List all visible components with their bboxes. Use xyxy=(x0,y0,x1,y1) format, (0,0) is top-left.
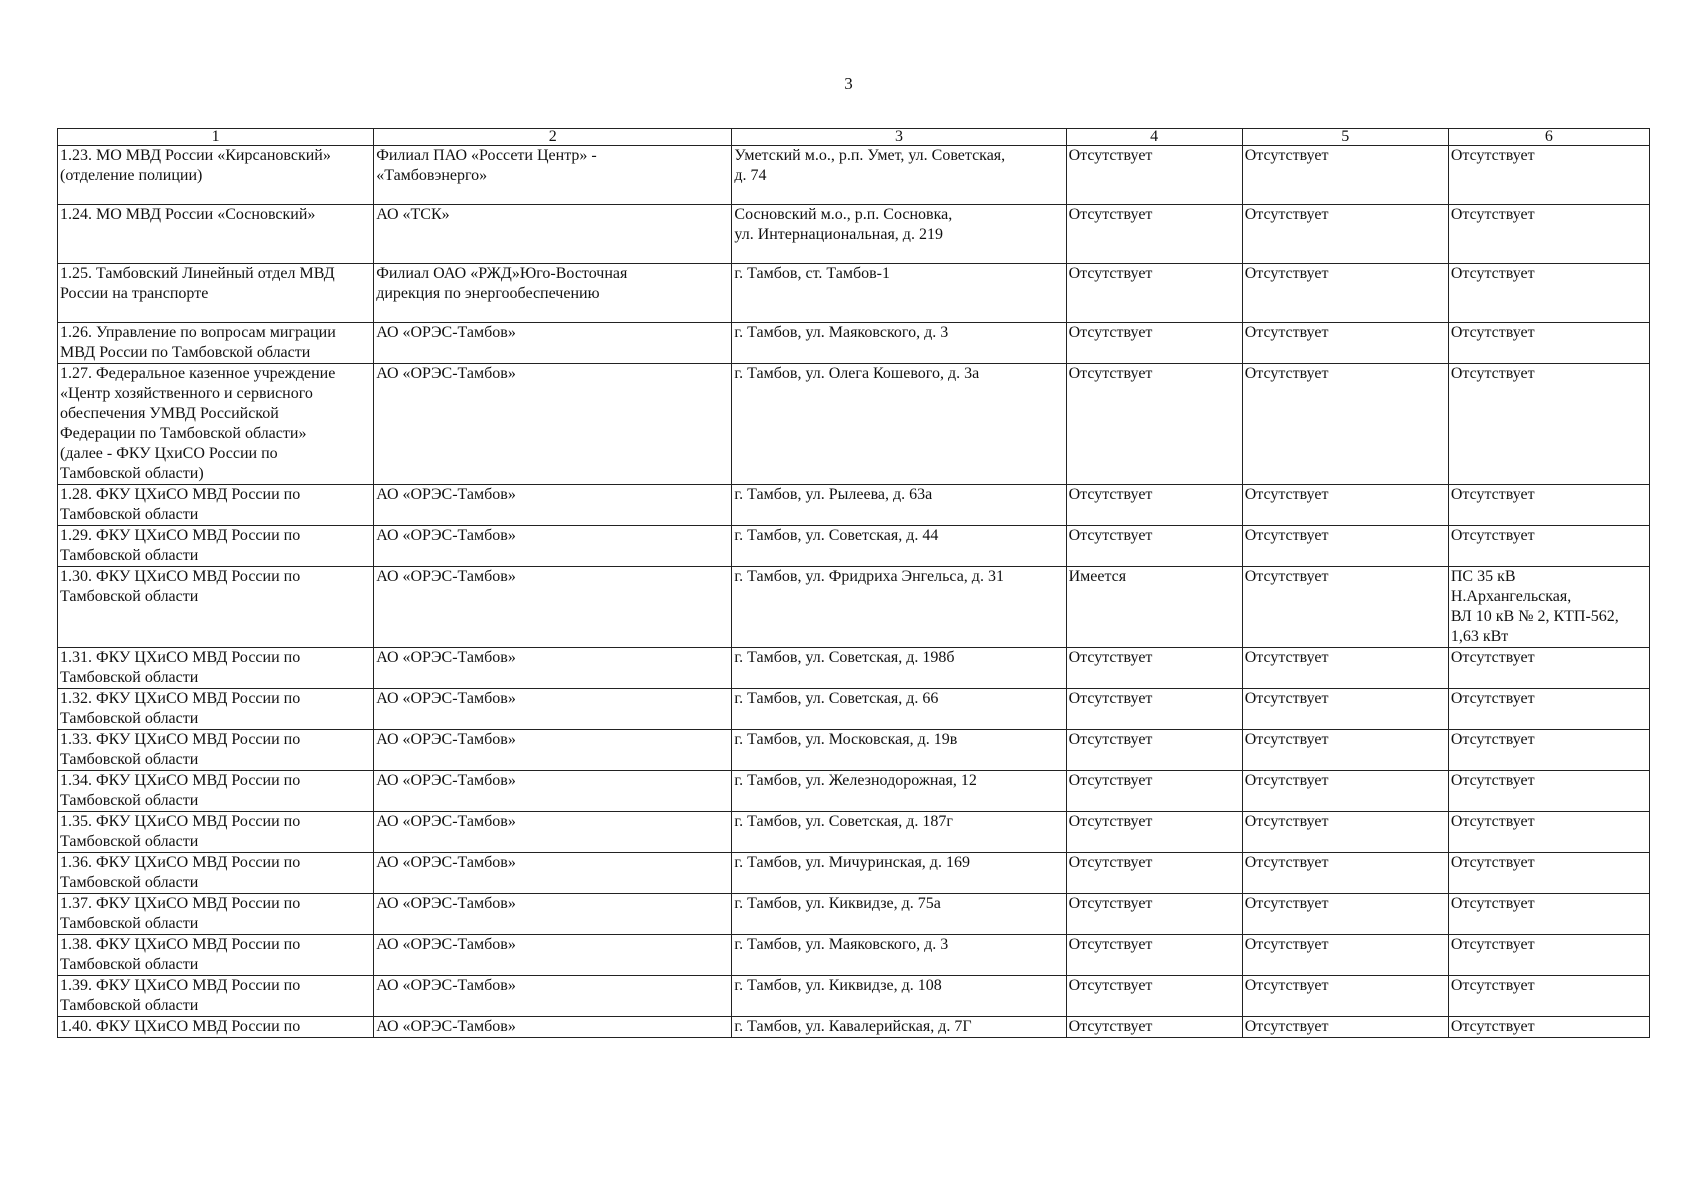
table-cell-organization: 1.26. Управление по вопросам миграции МВД России по Тамбовской области xyxy=(58,323,374,364)
table-cell-supplier: АО «ОРЭС-Тамбов» xyxy=(374,648,732,689)
table-cell-address: г. Тамбов, ул. Маяковского, д. 3 xyxy=(732,935,1066,976)
table-cell-col6: Отсутствует xyxy=(1448,1017,1649,1038)
table-cell-col6: Отсутствует xyxy=(1448,853,1649,894)
table-cell-col5: Отсутствует xyxy=(1242,771,1448,812)
column-header-3: 3 xyxy=(732,129,1066,146)
table-cell-col5: Отсутствует xyxy=(1242,894,1448,935)
table-cell-organization: 1.32. ФКУ ЦХиСО МВД России по Тамбовской области xyxy=(58,689,374,730)
table-cell-organization: 1.35. ФКУ ЦХиСО МВД России по Тамбовской области xyxy=(58,812,374,853)
table-cell-col4: Отсутствует xyxy=(1066,730,1242,771)
table-row xyxy=(58,894,1650,935)
table-cell-supplier: Филиал ПАО «Россети Центр» - «Тамбовэнерго» xyxy=(374,146,732,205)
table-cell-col5: Отсутствует xyxy=(1242,364,1448,485)
table-cell-address: Сосновский м.о., р.п. Сосновка, ул. Интернациональная, д. 219 xyxy=(732,205,1066,264)
table-cell-col4: Отсутствует xyxy=(1066,264,1242,323)
table-cell-col4: Отсутствует xyxy=(1066,853,1242,894)
table-cell-col6: Отсутствует xyxy=(1448,730,1649,771)
table-cell-col5: Отсутствует xyxy=(1242,526,1448,567)
table-row xyxy=(58,689,1650,730)
table-cell-col6: Отсутствует xyxy=(1448,976,1649,1017)
table-row xyxy=(58,730,1650,771)
table-cell-col5: Отсутствует xyxy=(1242,146,1448,205)
table-cell-organization: 1.24. МО МВД России «Сосновский» xyxy=(58,205,374,264)
table-row xyxy=(58,146,1650,205)
table-cell-supplier: АО «ОРЭС-Тамбов» xyxy=(374,935,732,976)
table-cell-address: г. Тамбов, ул. Московская, д. 19в xyxy=(732,730,1066,771)
table-row xyxy=(58,205,1650,264)
table-cell-col4: Имеется xyxy=(1066,567,1242,648)
table-cell-organization: 1.33. ФКУ ЦХиСО МВД России по Тамбовской области xyxy=(58,730,374,771)
table-row xyxy=(58,526,1650,567)
table-cell-address: г. Тамбов, ст. Тамбов-1 xyxy=(732,264,1066,323)
table-cell-organization: 1.37. ФКУ ЦХиСО МВД России по Тамбовской области xyxy=(58,894,374,935)
table-cell-col4: Отсутствует xyxy=(1066,976,1242,1017)
table-cell-address: г. Тамбов, ул. Рылеева, д. 63а xyxy=(732,485,1066,526)
table-cell-col6: Отсутствует xyxy=(1448,648,1649,689)
table-cell-col6: Отсутствует xyxy=(1448,526,1649,567)
column-header-4: 4 xyxy=(1066,129,1242,146)
column-header-6: 6 xyxy=(1448,129,1649,146)
table-cell-address: г. Тамбов, ул. Олега Кошевого, д. 3а xyxy=(732,364,1066,485)
table-cell-col5: Отсутствует xyxy=(1242,264,1448,323)
table-cell-col5: Отсутствует xyxy=(1242,812,1448,853)
table-cell-address: г. Тамбов, ул. Киквидзе, д. 75а xyxy=(732,894,1066,935)
table-cell-organization: 1.29. ФКУ ЦХиСО МВД России по Тамбовской области xyxy=(58,526,374,567)
table-cell-col6: Отсутствует xyxy=(1448,894,1649,935)
table-cell-organization: 1.39. ФКУ ЦХиСО МВД России по Тамбовской области xyxy=(58,976,374,1017)
table-cell-col6: Отсутствует xyxy=(1448,364,1649,485)
header-row xyxy=(58,129,1650,146)
table-row xyxy=(58,648,1650,689)
table-cell-col4: Отсутствует xyxy=(1066,364,1242,485)
table-cell-organization: 1.34. ФКУ ЦХиСО МВД России по Тамбовской области xyxy=(58,771,374,812)
table-cell-supplier: АО «ОРЭС-Тамбов» xyxy=(374,812,732,853)
table-row xyxy=(58,935,1650,976)
table-row xyxy=(58,323,1650,364)
table-cell-col5: Отсутствует xyxy=(1242,323,1448,364)
table-cell-supplier: АО «ТСК» xyxy=(374,205,732,264)
table-row xyxy=(58,771,1650,812)
table-cell-col5: Отсутствует xyxy=(1242,935,1448,976)
table-cell-address: г. Тамбов, ул. Фридриха Энгельса, д. 31 xyxy=(732,567,1066,648)
table-cell-col5: Отсутствует xyxy=(1242,689,1448,730)
table-cell-organization: 1.28. ФКУ ЦХиСО МВД России по Тамбовской области xyxy=(58,485,374,526)
column-header-1: 1 xyxy=(58,129,374,146)
table-cell-col4: Отсутствует xyxy=(1066,689,1242,730)
table-cell-address: Уметский м.о., р.п. Умет, ул. Советская, д. 74 xyxy=(732,146,1066,205)
table-cell-col6: Отсутствует xyxy=(1448,264,1649,323)
table-cell-col4: Отсутствует xyxy=(1066,323,1242,364)
table-cell-col5: Отсутствует xyxy=(1242,205,1448,264)
table-cell-supplier: АО «ОРЭС-Тамбов» xyxy=(374,689,732,730)
page-number: 3 xyxy=(844,74,853,93)
column-header-5: 5 xyxy=(1242,129,1448,146)
table-cell-address: г. Тамбов, ул. Кавалерийская, д. 7Г xyxy=(732,1017,1066,1038)
table-cell-organization: 1.27. Федеральное казенное учреждение «Центр хозяйственного и сервисного обеспечения УМВД Российской Федерации по Тамбовской области» (далее - ФКУ ЦхиСО России по Тамбовской области) xyxy=(58,364,374,485)
table-cell-col5: Отсутствует xyxy=(1242,853,1448,894)
table-cell-organization: 1.25. Тамбовский Линейный отдел МВД России на транспорте xyxy=(58,264,374,323)
table-cell-col4: Отсутствует xyxy=(1066,526,1242,567)
table-row xyxy=(58,976,1650,1017)
table-row xyxy=(58,853,1650,894)
table-cell-supplier: АО «ОРЭС-Тамбов» xyxy=(374,853,732,894)
table-row xyxy=(58,567,1650,648)
table-cell-supplier: АО «ОРЭС-Тамбов» xyxy=(374,771,732,812)
column-header-2: 2 xyxy=(374,129,732,146)
table-cell-col5: Отсутствует xyxy=(1242,1017,1448,1038)
table-cell-supplier: АО «ОРЭС-Тамбов» xyxy=(374,976,732,1017)
table-cell-col5: Отсутствует xyxy=(1242,730,1448,771)
table-cell-address: г. Тамбов, ул. Советская, д. 198б xyxy=(732,648,1066,689)
table-cell-supplier: АО «ОРЭС-Тамбов» xyxy=(374,364,732,485)
table-cell-organization: 1.36. ФКУ ЦХиСО МВД России по Тамбовской области xyxy=(58,853,374,894)
table-cell-col6: Отсутствует xyxy=(1448,323,1649,364)
table-row xyxy=(58,812,1650,853)
table-cell-address: г. Тамбов, ул. Советская, д. 187г xyxy=(732,812,1066,853)
table-cell-supplier: АО «ОРЭС-Тамбов» xyxy=(374,485,732,526)
table-cell-supplier: АО «ОРЭС-Тамбов» xyxy=(374,1017,732,1038)
table-cell-supplier: АО «ОРЭС-Тамбов» xyxy=(374,730,732,771)
table-cell-col4: Отсутствует xyxy=(1066,1017,1242,1038)
table-cell-col4: Отсутствует xyxy=(1066,894,1242,935)
table-cell-col5: Отсутствует xyxy=(1242,485,1448,526)
table-cell-col6: Отсутствует xyxy=(1448,935,1649,976)
table-cell-organization: 1.31. ФКУ ЦХиСО МВД России по Тамбовской области xyxy=(58,648,374,689)
table-cell-col4: Отсутствует xyxy=(1066,935,1242,976)
data-table xyxy=(57,128,1650,1038)
table-cell-organization: 1.30. ФКУ ЦХиСО МВД России по Тамбовской области xyxy=(58,567,374,648)
table-cell-supplier: Филиал ОАО «РЖД»Юго-Восточная дирекция по энергообеспечению xyxy=(374,264,732,323)
table-cell-col4: Отсутствует xyxy=(1066,648,1242,689)
table-cell-col4: Отсутствует xyxy=(1066,812,1242,853)
table-cell-col6: Отсутствует xyxy=(1448,205,1649,264)
table-cell-address: г. Тамбов, ул. Маяковского, д. 3 xyxy=(732,323,1066,364)
table-cell-organization: 1.38. ФКУ ЦХиСО МВД России по Тамбовской области xyxy=(58,935,374,976)
table-row xyxy=(58,264,1650,323)
table-cell-supplier: АО «ОРЭС-Тамбов» xyxy=(374,323,732,364)
table-cell-address: г. Тамбов, ул. Советская, д. 44 xyxy=(732,526,1066,567)
table-cell-col5: Отсутствует xyxy=(1242,567,1448,648)
table-cell-col6: Отсутствует xyxy=(1448,771,1649,812)
table-cell-col6: Отсутствует xyxy=(1448,485,1649,526)
table-cell-col5: Отсутствует xyxy=(1242,648,1448,689)
table-cell-address: г. Тамбов, ул. Киквидзе, д. 108 xyxy=(732,976,1066,1017)
table-cell-address: г. Тамбов, ул. Мичуринская, д. 169 xyxy=(732,853,1066,894)
table-row xyxy=(58,485,1650,526)
table-cell-col6: Отсутствует xyxy=(1448,812,1649,853)
table-cell-address: г. Тамбов, ул. Советская, д. 66 xyxy=(732,689,1066,730)
table-cell-col4: Отсутствует xyxy=(1066,771,1242,812)
table-cell-col6: ПС 35 кВ Н.Архангельская, ВЛ 10 кВ № 2, КТП-562, 1,63 кВт xyxy=(1448,567,1649,648)
table-cell-col6: Отсутствует xyxy=(1448,689,1649,730)
table-cell-supplier: АО «ОРЭС-Тамбов» xyxy=(374,894,732,935)
table-cell-col4: Отсутствует xyxy=(1066,205,1242,264)
table-cell-col6: Отсутствует xyxy=(1448,146,1649,205)
table-cell-col4: Отсутствует xyxy=(1066,146,1242,205)
table-cell-supplier: АО «ОРЭС-Тамбов» xyxy=(374,526,732,567)
table-row xyxy=(58,364,1650,485)
table-cell-col4: Отсутствует xyxy=(1066,485,1242,526)
table-cell-organization: 1.40. ФКУ ЦХиСО МВД России по xyxy=(58,1017,374,1038)
table-cell-supplier: АО «ОРЭС-Тамбов» xyxy=(374,567,732,648)
table-row xyxy=(58,1017,1650,1038)
table-cell-organization: 1.23. МО МВД России «Кирсановский» (отделение полиции) xyxy=(58,146,374,205)
table-cell-col5: Отсутствует xyxy=(1242,976,1448,1017)
table-cell-address: г. Тамбов, ул. Железнодорожная, 12 xyxy=(732,771,1066,812)
